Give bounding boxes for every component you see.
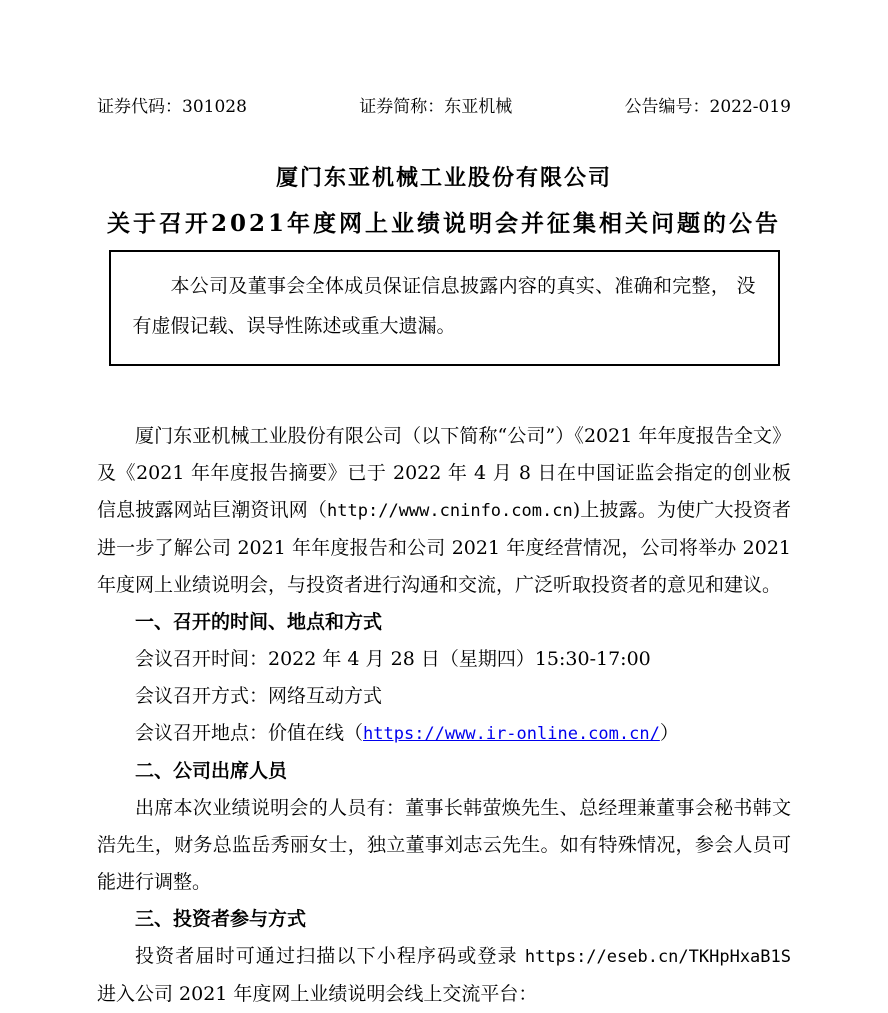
disclaimer-box: [109, 250, 780, 366]
stock-code: 证券代码：301028: [97, 97, 247, 117]
section1-heading: 一、召开的时间、地点和方式: [135, 611, 383, 633]
intro-paragraph: [97, 418, 791, 604]
eseb-url: https://eseb.cn/TKHpHxaB1S: [524, 947, 791, 967]
ir-online-link[interactable]: [363, 722, 660, 744]
meeting-method-line: 会议召开方式：网络互动方式: [135, 685, 383, 707]
announcement-title: 关于召开2021年度网上业绩说明会并征集相关问题的公告: [106, 210, 781, 237]
participation-text-2: 进入公司 2021 年度网上业绩说明会线上交流平台：: [97, 983, 538, 1005]
company-name-title: 厦门东亚机械工业股份有限公司: [275, 165, 612, 191]
attendees-paragraph: 出席本次业绩说明会的人员有：董事长韩萤焕先生、总经理兼董事会秘书韩文浩先生，财务总监岳秀丽女士，独立董事刘志云先生。如有特殊情况，参会人员可能进行调整。: [97, 797, 791, 893]
disclaimer-text: 本公司及董事会全体成员保证信息披露内容的真实、准确和完整， 没有虚假记载、误导性陈述或重大遗漏。: [132, 275, 756, 337]
intro-text-2: )上披露。为使广大投资者进一步了解公司 2021 年年度报告和公司 2021 年度经营情况，公司将举办 2021 年度网上业绩说明会，与投资者进行沟通和交流，广泛听取投资者的意见和建议。: [97, 499, 791, 596]
section3-heading: 三、投资者参与方式: [135, 908, 307, 930]
location-suffix: ）: [659, 722, 679, 744]
meeting-location-line: [97, 715, 791, 753]
document-meta-row: [97, 0, 791, 117]
participation-text-1: 投资者届时可通过扫描以下小程序码或登录: [135, 945, 525, 967]
cninfo-url: http://www.cninfo.com.cn: [327, 501, 573, 521]
section2-heading: 二、公司出席人员: [135, 760, 288, 782]
intro-text-1: 厦门东亚机械工业股份有限公司（以下简称“公司”）《2021 年年度报告全文》及《2021 年年度报告摘要》已于 2022 年 4 月 8 日在中国证监会指定的创业板信息披露网站巨潮资讯网（: [97, 425, 791, 521]
location-prefix: 会议召开地点：价值在线（: [135, 722, 364, 744]
participation-paragraph: [97, 938, 791, 1013]
document-body: [97, 418, 791, 1013]
stock-short-name: 证券简称：东亚机械: [359, 97, 513, 117]
meeting-time-line: 会议召开时间：2022 年 4 月 28 日（星期四）15:30-17:00: [135, 648, 651, 670]
announcement-number: 公告编号：2022-019: [624, 97, 791, 117]
ir-online-link-text[interactable]: https://www.ir-online.com.cn/: [363, 724, 660, 744]
